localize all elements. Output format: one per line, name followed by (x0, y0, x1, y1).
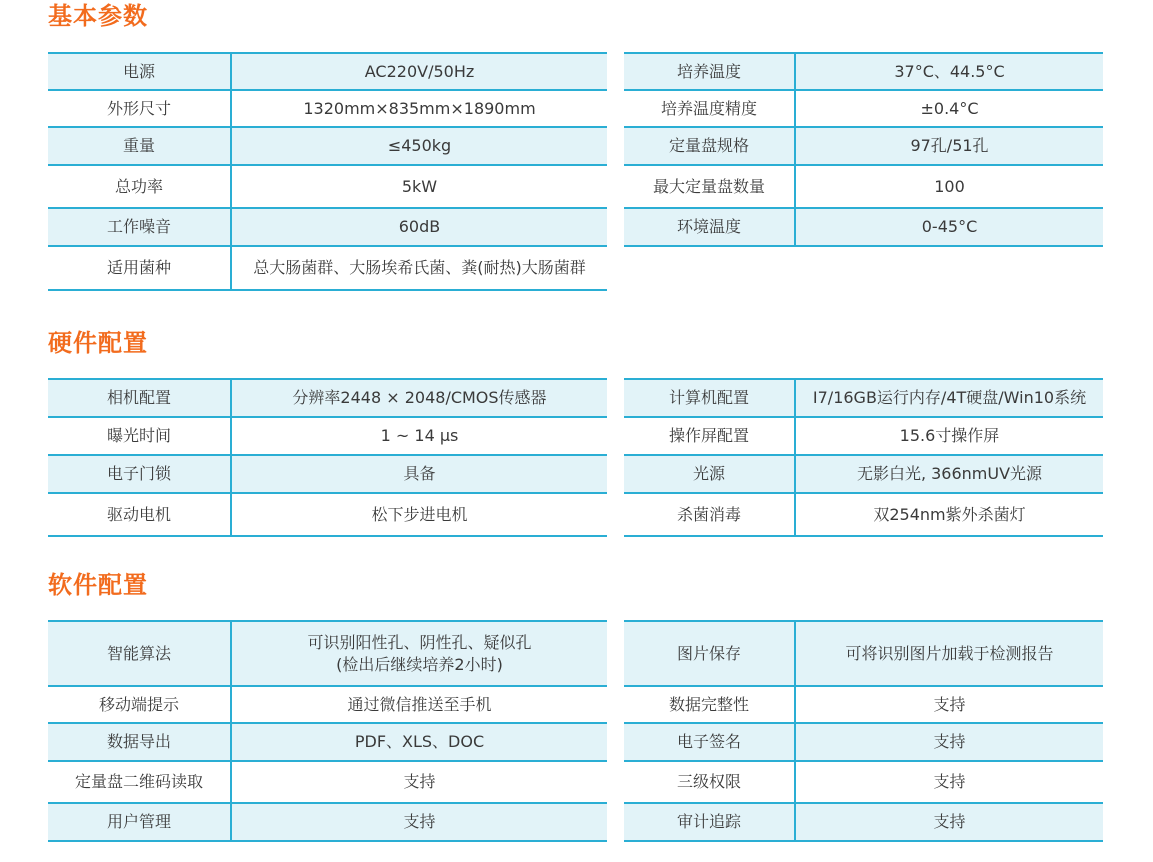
row-value: 支持 (795, 686, 1103, 723)
row-label: 数据导出 (48, 723, 231, 761)
row-label: 适用菌种 (48, 246, 231, 290)
table-row (48, 686, 607, 723)
table-row (624, 493, 1103, 536)
row-value: 双254nm紫外杀菌灯 (795, 493, 1103, 536)
table-row (624, 165, 1103, 208)
table-row (624, 90, 1103, 127)
table-row (48, 208, 607, 246)
row-label: 电子签名 (624, 723, 795, 761)
row-label: 杀菌消毒 (624, 493, 795, 536)
table-row (48, 493, 607, 536)
row-value: 60dB (231, 208, 607, 246)
row-label: 数据完整性 (624, 686, 795, 723)
table-row (48, 90, 607, 127)
basic-params-table-left (48, 52, 607, 291)
row-value: 分辨率2448 × 2048/CMOS传感器 (231, 379, 607, 417)
hardware-table-left (48, 378, 607, 537)
row-value: 0-45°C (795, 208, 1103, 246)
row-label: 操作屏配置 (624, 417, 795, 455)
row-value: 具备 (231, 455, 607, 493)
row-value: 97孔/51孔 (795, 127, 1103, 165)
row-label: 曝光时间 (48, 417, 231, 455)
row-label: 相机配置 (48, 379, 231, 417)
row-value: 可将识别图片加载于检测报告 (795, 621, 1103, 686)
section-title-basic: 基本参数 (48, 2, 148, 30)
row-label: 培养温度 (624, 53, 795, 90)
table-row (624, 208, 1103, 246)
row-value: 支持 (231, 761, 607, 803)
row-value: 支持 (795, 761, 1103, 803)
row-label: 三级权限 (624, 761, 795, 803)
row-value: ≤450kg (231, 127, 607, 165)
table-row (48, 53, 607, 90)
row-value: 1 ~ 14 μs (231, 417, 607, 455)
row-value: 15.6寸操作屏 (795, 417, 1103, 455)
row-label: 移动端提示 (48, 686, 231, 723)
row-label: 定量盘规格 (624, 127, 795, 165)
table-row (48, 417, 607, 455)
row-label: 用户管理 (48, 803, 231, 841)
row-value: 支持 (795, 723, 1103, 761)
row-label: 光源 (624, 455, 795, 493)
section-title-hardware: 硬件配置 (48, 329, 148, 357)
row-label: 电源 (48, 53, 231, 90)
row-value: ±0.4°C (795, 90, 1103, 127)
table-row (624, 53, 1103, 90)
table-row (624, 761, 1103, 803)
basic-params-table-right (624, 52, 1103, 247)
row-label: 智能算法 (48, 621, 231, 686)
table-row (624, 803, 1103, 841)
table-row (48, 246, 607, 290)
table-row (624, 127, 1103, 165)
section-title-software: 软件配置 (48, 571, 148, 599)
row-label: 电子门锁 (48, 455, 231, 493)
table-row (48, 761, 607, 803)
row-label: 总功率 (48, 165, 231, 208)
row-value: 支持 (231, 803, 607, 841)
table-row (624, 621, 1103, 686)
row-value: PDF、XLS、DOC (231, 723, 607, 761)
row-label: 重量 (48, 127, 231, 165)
row-label: 审计追踪 (624, 803, 795, 841)
row-value-line: 可识别阳性孔、阴性孔、疑似孔 (307, 632, 532, 652)
hardware-table-right (624, 378, 1103, 537)
row-value (231, 621, 607, 686)
table-row (624, 417, 1103, 455)
software-table-left (48, 620, 607, 842)
table-row (624, 723, 1103, 761)
table-row (624, 379, 1103, 417)
table-row (48, 803, 607, 841)
row-value: 无影白光, 366nmUV光源 (795, 455, 1103, 493)
row-label: 工作噪音 (48, 208, 231, 246)
row-label: 定量盘二维码读取 (48, 761, 231, 803)
row-label: 最大定量盘数量 (624, 165, 795, 208)
table-row (48, 455, 607, 493)
row-value: 松下步进电机 (231, 493, 607, 536)
row-label: 驱动电机 (48, 493, 231, 536)
row-value: 通过微信推送至手机 (231, 686, 607, 723)
row-value: 37°C、44.5°C (795, 53, 1103, 90)
row-value: AC220V/50Hz (231, 53, 607, 90)
table-row (624, 686, 1103, 723)
row-label: 计算机配置 (624, 379, 795, 417)
row-value: 支持 (795, 803, 1103, 841)
row-label: 环境温度 (624, 208, 795, 246)
row-value: 1320mm×835mm×1890mm (231, 90, 607, 127)
row-value: 100 (795, 165, 1103, 208)
row-label: 外形尺寸 (48, 90, 231, 127)
table-row (48, 165, 607, 208)
table-row (624, 455, 1103, 493)
row-label: 培养温度精度 (624, 90, 795, 127)
table-row (48, 379, 607, 417)
row-value: 总大肠菌群、大肠埃希氏菌、粪(耐热)大肠菌群 (231, 246, 607, 290)
row-value-line: (检出后继续培养2小时) (336, 654, 503, 674)
row-value: I7/16GB运行内存/4T硬盘/Win10系统 (795, 379, 1103, 417)
table-row (48, 127, 607, 165)
table-row (48, 723, 607, 761)
software-table-right (624, 620, 1103, 842)
row-label: 图片保存 (624, 621, 795, 686)
table-row (48, 621, 607, 686)
row-value: 5kW (231, 165, 607, 208)
